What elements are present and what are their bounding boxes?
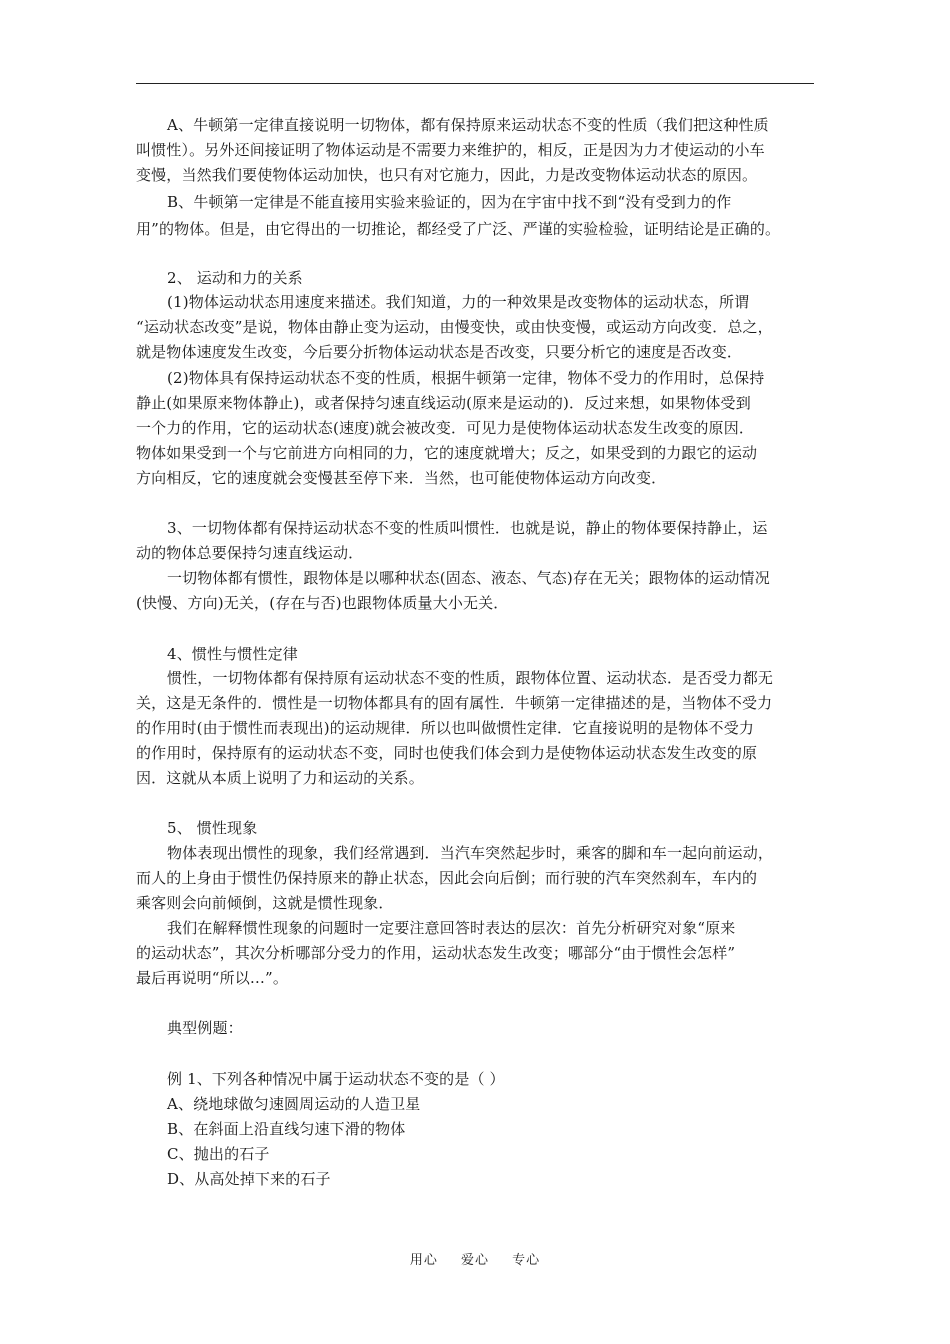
text-line: 3、一切物体都有保持运动状态不变的性质叫惯性．也就是说，静止的物体要保持静止，运 xyxy=(167,519,768,537)
text-line: 一个力的作用，它的运动状态(速度)就会被改变．可见力是使物体运动状态发生改变的原因． xyxy=(136,419,755,437)
text-line: 的运动状态”，其次分析哪部分受力的作用，运动状态发生改变；哪部分“由于惯性会怎样” xyxy=(136,944,736,962)
text-line: 因．这就从本质上说明了力和运动的关系。 xyxy=(136,769,424,787)
text-line: 方向相反，它的速度就会变慢甚至停下来．当然，也可能使物体运动方向改变． xyxy=(136,469,667,487)
text-line: 典型例题： xyxy=(167,1019,243,1037)
text-line: 静止(如果原来物体静止)，或者保持匀速直线运动(原来是运动的)．反过来想，如果物体受到 xyxy=(136,394,751,412)
text-line: 的作用时，保持原有的运动状态不变，同时也使我们体会到力是使物体运动状态发生改变的原 xyxy=(136,744,758,762)
text-line: 5、 惯性现象 xyxy=(167,819,258,837)
text-line: 一切物体都有惯性，跟物体是以哪种状态(固态、液态、气态)存在无关；跟物体的运动情况 xyxy=(167,569,770,587)
text-line: A、牛顿第一定律直接说明一切物体，都有保持原来运动状态不变的性质（我们把这种性质 xyxy=(167,116,769,134)
text-line: D、从高处掉下来的石子 xyxy=(167,1170,331,1188)
text-line: 变慢，当然我们要使物体运动加快，也只有对它施力，因此，力是改变物体运动状态的原因。 xyxy=(136,166,758,184)
page-footer: 用心 爱心 专心 xyxy=(409,1253,541,1268)
text-line: 惯性，一切物体都有保持原有运动状态不变的性质，跟物体位置、运动状态．是否受力都无 xyxy=(167,669,774,687)
text-line: A、绕地球做匀速圆周运动的人造卫星 xyxy=(167,1095,421,1113)
text-line: 就是物体速度发生改变，今后要分折物体运动状态是否改变，只要分析它的速度是否改变． xyxy=(136,343,743,361)
text-line: B、在斜面上沿直线匀速下滑的物体 xyxy=(167,1120,406,1138)
header-rule xyxy=(136,83,814,84)
text-line: 物体表现出惯性的现象，我们经常遇到．当汽车突然起步时，乘客的脚和车一起向前运动， xyxy=(167,844,774,862)
text-line: 用”的物体。但是，由它得出的一切推论，都经受了广泛、严谨的实验检验，证明结论是正确的。 xyxy=(136,220,781,238)
text-line: 物体如果受到一个与它前进方向相同的力，它的速度就增大；反之，如果受到的力跟它的运动 xyxy=(136,444,758,462)
text-line: 乘客则会向前倾倒，这就是惯性现象． xyxy=(136,894,394,912)
text-line: 动的物体总要保持匀速直线运动． xyxy=(136,544,364,562)
text-line: B、牛顿第一定律是不能直接用实验来验证的，因为在宇宙中找不到“没有受到力的作 xyxy=(167,193,732,211)
text-line: (快慢、方向)无关，(存在与否)也跟物体质量大小无关． xyxy=(136,594,509,612)
text-line: 我们在解释惯性现象的问题时一定要注意回答时表达的层次：首先分析研究对象“原来 xyxy=(167,919,736,937)
text-line: 4、惯性与惯性定律 xyxy=(167,645,298,663)
text-line: 叫惯性）。另外还间接证明了物体运动是不需要力来维护的，相反，正是因为力才使运动的小车 xyxy=(136,141,765,159)
text-line: 的作用时(由于惯性而表现出)的运动规律．所以也叫做惯性定律．它直接说明的是物体不受力 xyxy=(136,719,755,737)
text-line: (2)物体具有保持运动状态不变的性质，根据牛顿第一定律，物体不受力的作用时，总保持 xyxy=(167,369,765,387)
text-line: 例 1、下列各种情况中属于运动状态不变的是（ ） xyxy=(167,1070,505,1088)
text-line: 关，这是无条件的．惯性是一切物体都具有的固有属性．牛顿第一定律描述的是，当物体不受力 xyxy=(136,694,773,712)
text-line: 2、 运动和力的关系 xyxy=(167,269,303,287)
text-line: (1)物体运动状态用速度来描述。我们知道，力的一种效果是改变物体的运动状态，所谓 xyxy=(167,293,750,311)
text-line: 最后再说明“所以…”。 xyxy=(136,969,288,987)
text-line: “运动状态改变”是说，物体由静止变为运动，由慢变快，或由快变慢，或运动方向改变．总之， xyxy=(136,318,773,336)
text-line: C、抛出的石子 xyxy=(167,1145,270,1163)
text-line: 而人的上身由于惯性仍保持原来的静止状态，因此会向后倒；而行驶的汽车突然刹车，车内的 xyxy=(136,869,758,887)
